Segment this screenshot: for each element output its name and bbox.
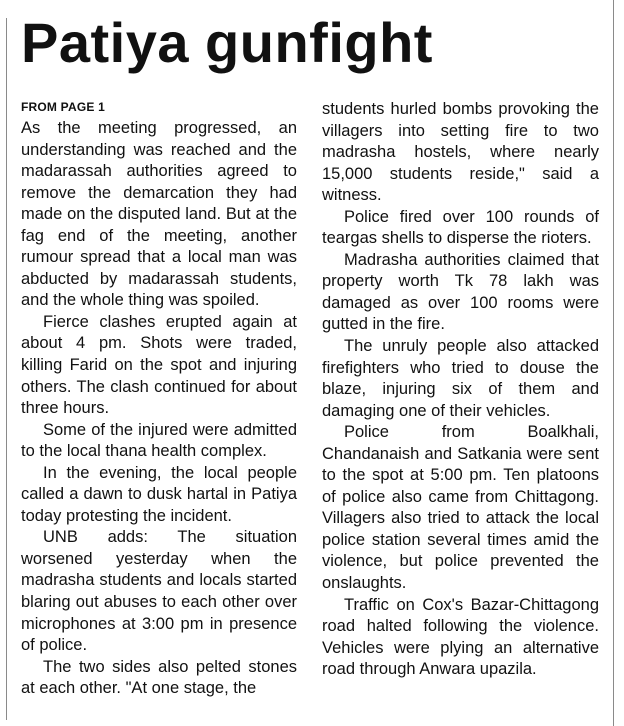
paragraph: students hurled bombs provoking the villagers into setting fire to two madrasha hostels, where nearly 15,000 students reside," said a witness. bbox=[322, 100, 599, 205]
article-column-left bbox=[21, 97, 297, 700]
paragraph: As the meeting progressed, an understanding was reached and the madarassah authorities agreed to remove the demarcation they had made on the disputed land. But at the fag end of the meeting, another rumour spread that a local man was abducted by madarassah students, and the whole thing was spoiled. bbox=[21, 119, 297, 310]
paragraph: UNB adds: The situation worsened yesterday when the madrasha students and locals started blaring out abuses to each other over microphones at 3:00 pm in presence of police. bbox=[21, 528, 297, 655]
headline: Patiya gunfight bbox=[21, 11, 433, 74]
article-column-right bbox=[322, 99, 599, 681]
paragraph: Police from Boalkhali, Chandanaish and Satkania were sent to the spot at 5:00 pm. Ten platoons of police also came from Chittagong. Villagers also tried to attack the local police station several times amid the violence, but police prevented the onslaughts. bbox=[322, 423, 599, 593]
paragraph: The unruly people also attacked firefighters who tried to douse the blaze, injuring six of them and damaging one of their vehicles. bbox=[322, 337, 599, 420]
column-rule-right bbox=[613, 0, 614, 726]
paragraph: Traffic on Cox's Bazar-Chittagong road halted following the violence. Vehicles were plying an alternative road through Anwara upazila. bbox=[322, 595, 599, 679]
kicker-from-page: FROM PAGE 1 bbox=[21, 100, 105, 114]
paragraph: In the evening, the local people called a dawn to dusk hartal in Patiya today protesting the incident. bbox=[21, 463, 297, 525]
paragraph: Police fired over 100 rounds of teargas shells to disperse the rioters. bbox=[322, 207, 599, 248]
column-rule-left bbox=[6, 18, 7, 720]
paragraph: Some of the injured were admitted to the local thana health complex. bbox=[21, 420, 297, 461]
paragraph: The two sides also pelted stones at each other. "At one stage, the bbox=[21, 657, 297, 698]
paragraph: Madrasha authorities claimed that property worth Tk 78 lakh was damaged as over 100 rooms were gutted in the fire. bbox=[322, 250, 599, 334]
paragraph: Fierce clashes erupted again at about 4 pm. Shots were traded, killing Farid on the spot and injuring others. The clash continued for about three hours. bbox=[21, 312, 297, 418]
